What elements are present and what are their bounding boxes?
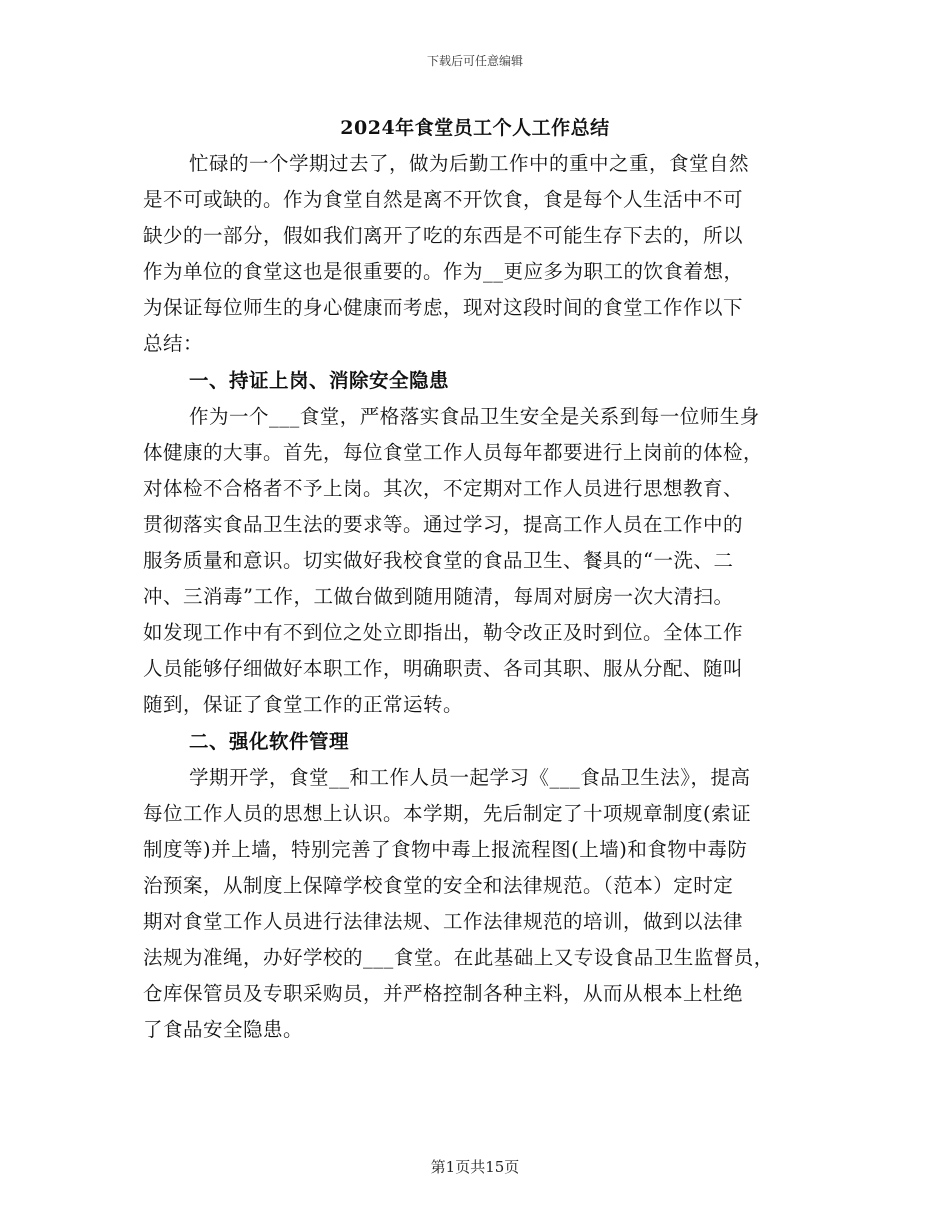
paragraph-line: 制度等)并上墙，特别完善了食物中毒上报流程图(上墙)和食物中毒防: [143, 837, 748, 861]
paragraph-line: 忙碌的一个学期过去了，做为后勤工作中的重中之重，食堂自然: [189, 152, 750, 175]
paragraph-line: 仓库保管员及专职采购员，并严格控制各种主料，从而从根本上杜绝: [143, 982, 744, 1006]
paragraph-line: 冲、三消毒”工作，工做台做到随用随清，每周对厨房一次大清扫。: [143, 585, 734, 609]
paragraph-line: 每位工作人员的思想上认识。本学期，先后制定了十项规章制度(索证: [143, 801, 752, 825]
paragraph-line: 如发现工作中有不到位之处立即指出，勒令改正及时到位。全体工作: [143, 621, 744, 645]
paragraph-line: 人员能够仔细做好本职工作，明确职责、各司其职、服从分配、随叫: [143, 657, 744, 681]
paragraph-line: 了食品安全隐患。: [143, 1018, 304, 1042]
paragraph-line: 体健康的大事。首先，每位食堂工作人员每年都要进行上岗前的体检，: [143, 440, 764, 464]
paragraph-line: 学期开学，食堂__和工作人员一起学习《___食品卫生法》，提高: [189, 765, 751, 789]
document-body: [143, 146, 823, 1048]
paragraph-line: 贯彻落实食品卫生法的要求等。通过学习，提高工作人员在工作中的: [143, 512, 744, 536]
paragraph-line: 对体检不合格者不予上岗。其次，不定期对工作人员进行思想教育、: [143, 476, 744, 500]
paragraph-line: 是不可或缺的。作为食堂自然是离不开饮食，食是每个人生活中不可: [143, 188, 744, 212]
paragraph-line: 作为一个___食堂，严格落实食品卫生安全是关系到每一位师生身: [189, 404, 760, 428]
paragraph-line: 服务质量和意识。切实做好我校食堂的食品卫生、餐具的“一洗、二: [143, 549, 734, 573]
paragraph-line: 总结：: [143, 332, 204, 356]
header-note: 下载后可任意编辑: [426, 54, 523, 68]
paragraph-line: 为保证每位师生的身心健康而考虑，现对这段时间的食堂工作作以下: [143, 296, 744, 320]
paragraph-line: 随到，保证了食堂工作的正常运转。: [143, 693, 464, 717]
paragraph-line: 缺少的一部分，假如我们离开了吃的东西是不可能生存下去的，所以: [143, 224, 744, 248]
page-number-footer: 第1页共15页: [430, 1158, 520, 1176]
document-title: 2024年食堂员工个人工作总结: [340, 117, 610, 139]
paragraph-line: 期对食堂工作人员进行法律法规、工作法律规范的培训，做到以法律: [143, 909, 744, 933]
paragraph-line: 法规为准绳，办好学校的___食堂。在此基础上又专设食品卫生监督员，: [143, 946, 774, 970]
paragraph-line: 作为单位的食堂这也是很重要的。作为__更应多为职工的饮食着想，: [143, 260, 744, 284]
section-heading: 二、强化软件管理: [189, 729, 350, 753]
paragraph-line: 治预案，从制度上保障学校食堂的安全和法律规范。（范本）定时定: [143, 873, 734, 897]
section-heading: 一、持证上岗、消除安全隐患: [189, 368, 450, 392]
